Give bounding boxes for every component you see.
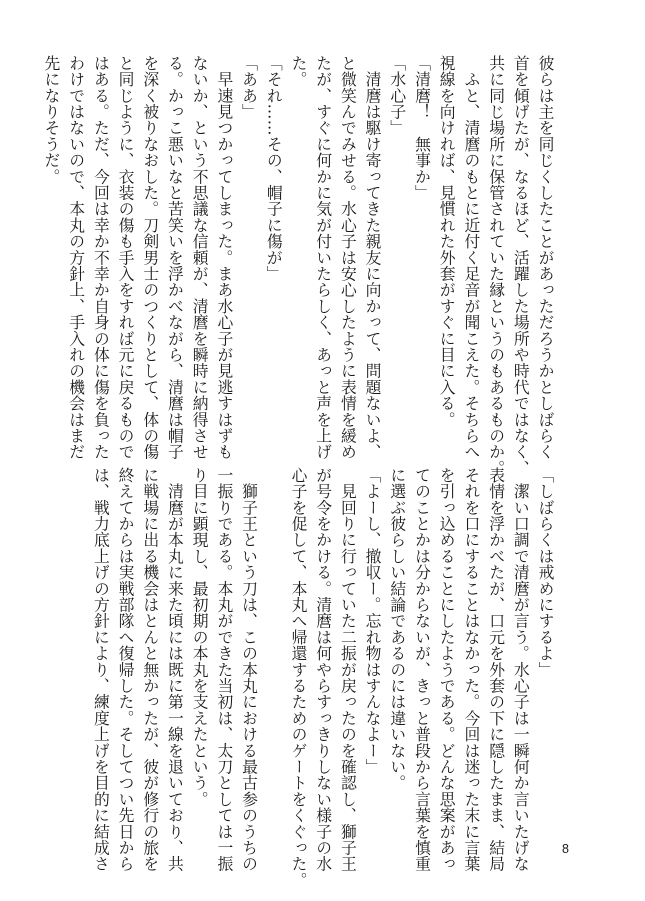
text-line: に戦場に出る機会はとんと無かったが、彼が修行の旅を bbox=[140, 467, 160, 872]
text-line: 「それ……その、帽子に傷が」 bbox=[264, 55, 284, 282]
text-line: る。かっこ悪いなと苦笑いを浮かべながら、清麿は帽子 bbox=[165, 55, 185, 460]
text-line: 「よーし、撤収ー。忘れ物はすんなよー」 bbox=[363, 467, 383, 775]
text-line: た。 bbox=[288, 55, 308, 88]
text-line: に選ぶ彼らしい結論であるのには違いない。 bbox=[387, 467, 407, 791]
text-line: 「しばらくは戒めにするよ」 bbox=[536, 467, 555, 678]
text-line: 早速見つかってしまった。まあ水心子が見逃すはずも bbox=[214, 55, 234, 460]
text-line bbox=[261, 467, 286, 819]
text-line: 清麿が本丸に来た頃には既に第一線を退いており、共 bbox=[165, 467, 185, 872]
text-line: 首を傾げたが、なるほど、活躍した場所や時代ではなく、 bbox=[511, 55, 531, 477]
text-block-top bbox=[38, 55, 557, 477]
text-line: てのことかは分からないが、きっと普段から言葉を慎重 bbox=[412, 467, 432, 872]
text-line: 「清麿！ 無事か」 bbox=[412, 55, 432, 201]
text-line: を深く被りなおした。刀剣男士のつくりとして、体の傷 bbox=[140, 55, 160, 460]
text-line: 表情を浮かべたが、口元を外套の下に隠したまま、結局 bbox=[486, 467, 506, 872]
text-line: 視線を向ければ、見慣れた外套がすぐに目に入る。 bbox=[437, 55, 457, 428]
text-block-bottom bbox=[88, 467, 557, 889]
text-line: を引っ込めることにしたようである。どんな思案があっ bbox=[437, 467, 457, 872]
text-line: 見回りに行っていた二振が戻ったのを確認し、獅子王 bbox=[338, 467, 358, 872]
text-line: と同じように、衣装の傷も手入をすれば元に戻るもので bbox=[116, 55, 136, 460]
text-line: 彼らは主を同じくしたことがあっただろうかとしばらく bbox=[536, 55, 555, 460]
text-line: たが、すぐに何かに気が付いたらしく、あっと声を上げ bbox=[313, 55, 333, 460]
text-line: は、戦力底上げの方針により、練度上げを目的に結成さ bbox=[91, 467, 111, 872]
text-line: と微笑んでみせる。水心子は安心したように表情を緩め bbox=[338, 55, 358, 460]
text-line: ふと、清麿のもとに近付く足音が聞こえた。そちらへ bbox=[461, 55, 481, 460]
text-line: 一振りである。本丸ができた当初は、太刀としては一振 bbox=[214, 467, 234, 872]
text-line: 「ああ」 bbox=[239, 55, 259, 120]
text-line: 獅子王という刀は、この本丸における最古参のうちの bbox=[239, 467, 259, 872]
text-line: り目に顕現し、最初期の本丸を支えたという。 bbox=[190, 467, 210, 808]
page-number: 8 bbox=[562, 842, 569, 856]
text-line: 先になりそうだ。 bbox=[41, 55, 61, 185]
text-line: 心子を促して、本丸へ帰還するためのゲートをくぐった。 bbox=[288, 467, 308, 889]
text-line: ないか、という不思議な信頼が、清麿を瞬時に納得させ bbox=[190, 55, 210, 460]
text-line: それを口にすることはなかった。今回は迷った末に言葉 bbox=[461, 467, 481, 872]
text-line: はある。ただ、今回は幸か不幸か自身の体に傷を負った bbox=[91, 55, 111, 460]
text-line: 終えてからは実戦部隊へ復帰した。そしてつい先日から bbox=[116, 467, 136, 872]
text-line: 清麿は駆け寄ってきた親友に向かって、問題ないよ、 bbox=[363, 55, 383, 460]
text-line: 潔い口調で清麿が言う。水心子は一瞬何か言いたげな bbox=[511, 467, 531, 872]
text-line: 共に同じ場所に保管されていた縁というのもあるものか。 bbox=[486, 55, 506, 477]
text-line: が号令をかける。清麿は何やらすっきりしない様子の水 bbox=[313, 467, 333, 872]
text-line: わけではないので、本丸の方針上、手入れの機会はまだ bbox=[66, 55, 86, 460]
text-line: 「水心子」 bbox=[387, 55, 407, 136]
